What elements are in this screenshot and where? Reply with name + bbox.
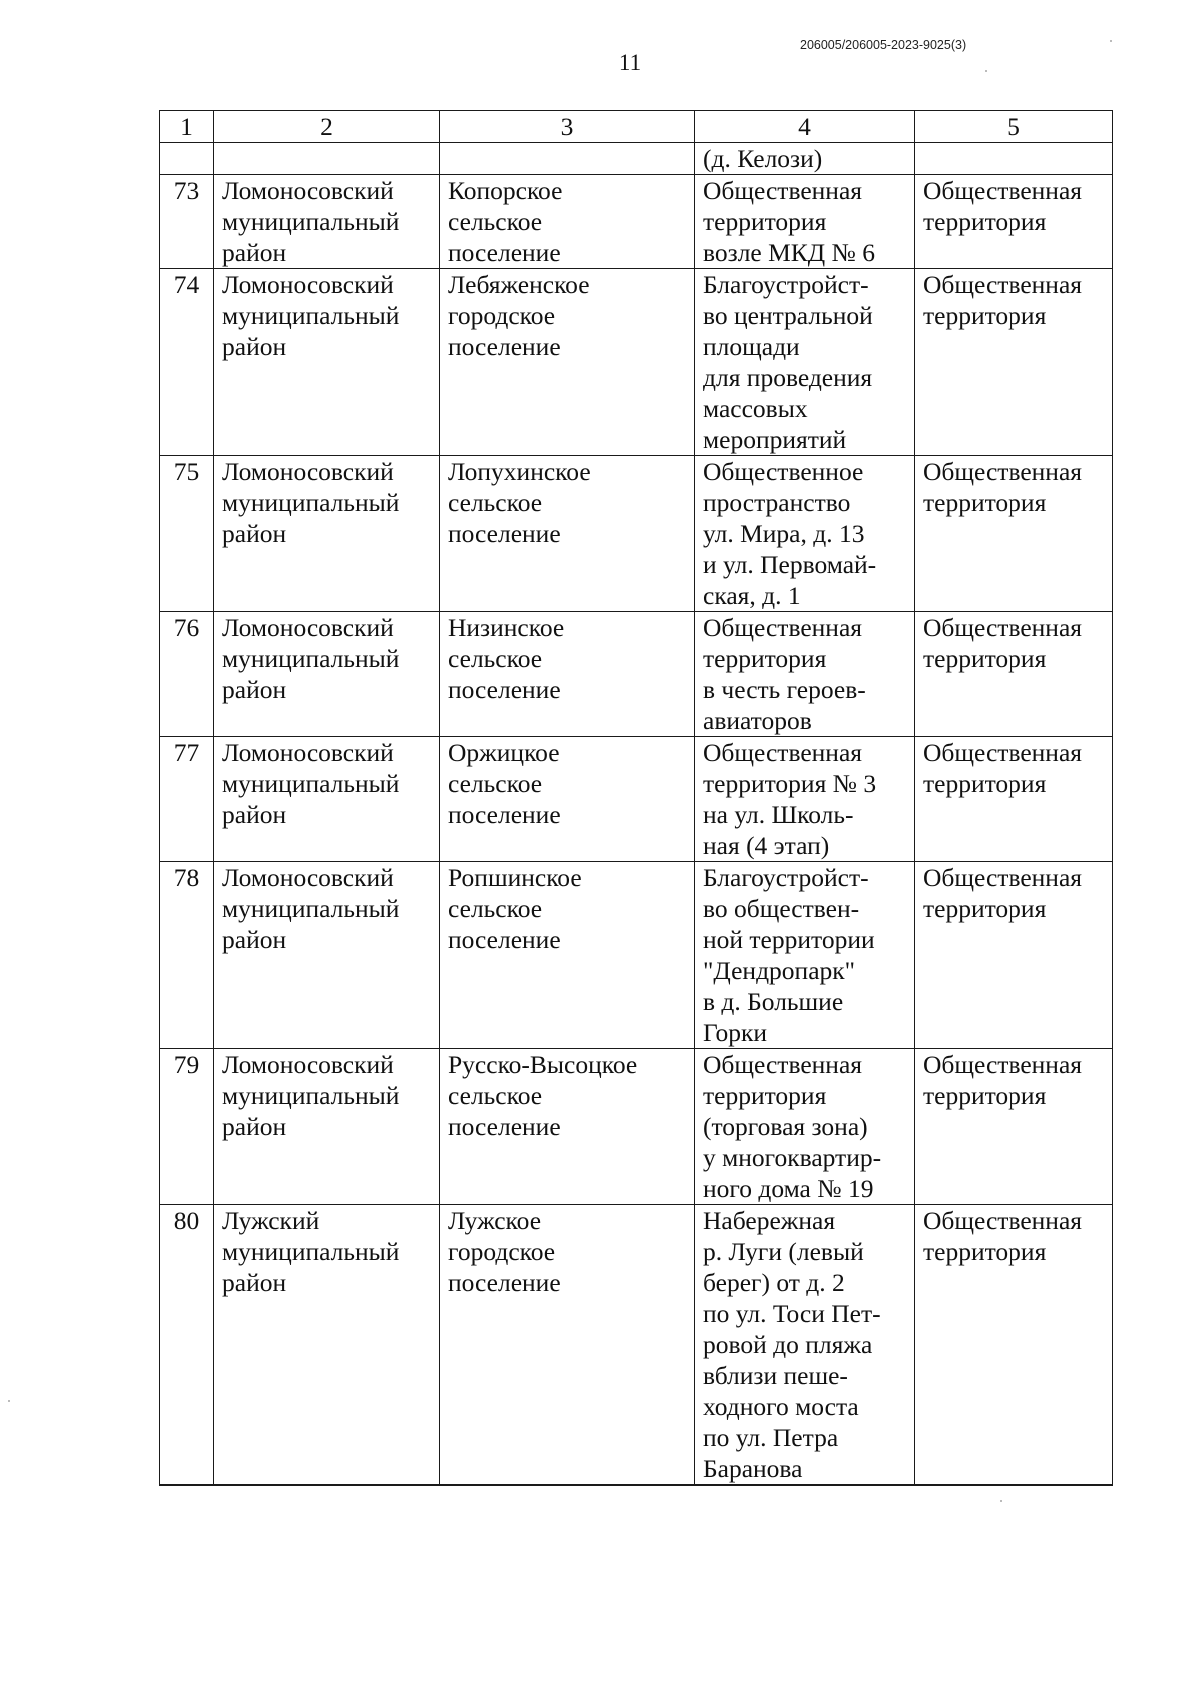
data-table — [159, 110, 1113, 1486]
settlement-cell: Русско-Высоцкое сельское поселение — [440, 1049, 695, 1205]
district-cell: Ломоносовский муниципальный район — [214, 737, 440, 862]
table-row — [160, 612, 1113, 737]
document-id: 206005/206005-2023-9025(3) — [800, 38, 967, 52]
row-number: 79 — [160, 1049, 214, 1205]
object-cell: (д. Келози) — [695, 143, 915, 175]
district-cell: Ломоносовский муниципальный район — [214, 1049, 440, 1205]
row-number: 73 — [160, 175, 214, 269]
district-cell: Лужский муниципальный район — [214, 1205, 440, 1485]
settlement-cell: Низинское сельское поселение — [440, 612, 695, 737]
scan-speck — [985, 70, 987, 72]
settlement-cell: Лопухинское сельское поселение — [440, 456, 695, 612]
table-row — [160, 1049, 1113, 1205]
district-cell — [214, 1485, 440, 1486]
scan-speck — [1000, 1500, 1002, 1502]
type-cell: Общественная территория — [915, 612, 1113, 737]
column-header: 4 — [695, 111, 915, 143]
district-cell: Ломоносовский муниципальный район — [214, 269, 440, 456]
settlement-cell: Лебяженское городское поселение — [440, 269, 695, 456]
settlement-cell — [440, 1485, 695, 1486]
type-cell: Общественная территория — [915, 456, 1113, 612]
row-number: 80 — [160, 1205, 214, 1485]
settlement-cell: Оржицкое сельское поселение — [440, 737, 695, 862]
column-header: 5 — [915, 111, 1113, 143]
row-number: 77 — [160, 737, 214, 862]
table-row — [160, 1205, 1113, 1485]
row-number: 76 — [160, 612, 214, 737]
type-cell — [915, 143, 1113, 175]
settlement-cell: Лужское городское поселение — [440, 1205, 695, 1485]
district-cell: Ломоносовский муниципальный район — [214, 612, 440, 737]
table-row — [160, 456, 1113, 612]
type-cell: Общественная территория — [915, 1049, 1113, 1205]
district-cell: Ломоносовский муниципальный район — [214, 456, 440, 612]
row-number — [160, 143, 214, 175]
district-cell — [214, 143, 440, 175]
object-cell: Набережная р. Луги (левый берег) от д. 2 по ул. Тоси Пет- ровой до пляжа вблизи пеше- ходного моста по ул. Петра Баранова — [695, 1205, 915, 1485]
type-cell: Общественная территория — [915, 175, 1113, 269]
row-number: 78 — [160, 862, 214, 1049]
object-cell: Благоустройст- во центральной площади для проведения массовых мероприятий — [695, 269, 915, 456]
scan-speck — [8, 1400, 10, 1402]
object-cell — [695, 1485, 915, 1486]
settlement-cell: Копорское сельское поселение — [440, 175, 695, 269]
object-cell: Общественная территория № 3 на ул. Школь- ная (4 этап) — [695, 737, 915, 862]
table-row — [160, 737, 1113, 862]
object-cell: Благоустройст- во обществен- ной территории "Дендропарк" в д. Большие Горки — [695, 862, 915, 1049]
object-cell: Общественная территория в честь героев- авиаторов — [695, 612, 915, 737]
object-cell: Общественное пространство ул. Мира, д. 13 и ул. Первомай- ская, д. 1 — [695, 456, 915, 612]
page-number: 11 — [618, 50, 642, 75]
table-row — [160, 269, 1113, 456]
type-cell: Общественная территория — [915, 737, 1113, 862]
settlement-cell: Ропшинское сельское поселение — [440, 862, 695, 1049]
table-row — [160, 175, 1113, 269]
district-cell: Ломоносовский муниципальный район — [214, 862, 440, 1049]
table-row — [160, 1485, 1113, 1486]
object-cell: Общественная территория возле МКД № 6 — [695, 175, 915, 269]
type-cell: Общественная территория — [915, 269, 1113, 456]
table-row — [160, 143, 1113, 175]
column-header: 1 — [160, 111, 214, 143]
type-cell: Общественная территория — [915, 1205, 1113, 1485]
row-number — [160, 1485, 214, 1486]
row-number: 75 — [160, 456, 214, 612]
table-row — [160, 862, 1113, 1049]
type-cell: Общественная территория — [915, 862, 1113, 1049]
row-number: 74 — [160, 269, 214, 456]
column-header: 3 — [440, 111, 695, 143]
table-header-row — [160, 111, 1113, 143]
district-cell: Ломоносовский муниципальный район — [214, 175, 440, 269]
column-header: 2 — [214, 111, 440, 143]
object-cell: Общественная территория (торговая зона) у многоквартир- ного дома № 19 — [695, 1049, 915, 1205]
settlement-cell — [440, 143, 695, 175]
type-cell — [915, 1485, 1113, 1486]
scan-speck — [1110, 40, 1112, 42]
